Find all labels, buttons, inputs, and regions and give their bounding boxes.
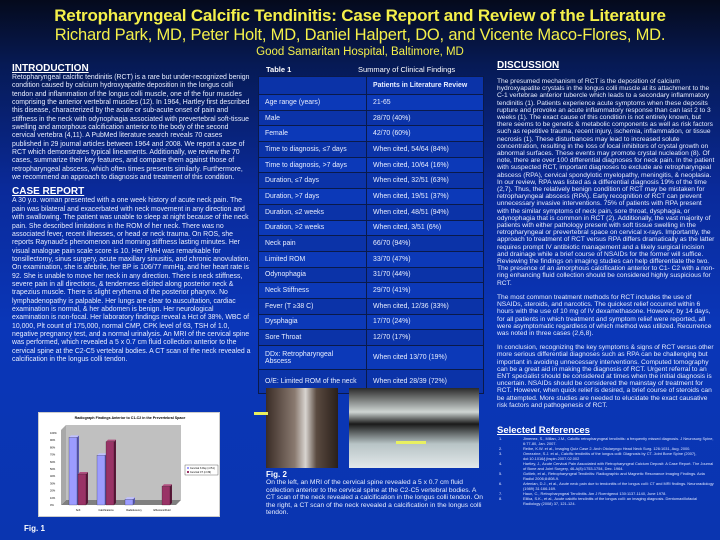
reference-text: Jimenez, S., Millan, J.M., Calcific retropharyngeal tendinitis: a frequently missed diagnosis. J Neurosurg Spine, 6:77-80, Jan. 2007. [523,435,714,446]
reference-item [497,451,715,461]
table-row [259,110,484,126]
finding-cell: Limited ROM [259,251,367,267]
reference-number: 3. [499,450,503,456]
discussion-paragraph-1: The presumed mechanism of RCT is the deposition of calcium hydroxyapatite crystals in the longus colli muscle at its attachment to the C-1 vertebrae anterior tubercle which leads to a secondary inflammatory tendinitis (1). Patients experience acute symptoms when these deposits rupture and provoke an acute inflammatory response than can last 2 to 3 weeks (1). The exact cause of this condition is not entirely known, but there seems to be genetic & metabolic components as well as risk factors such as repetitive trauma, recent injury, ischemia, inflammation, or tissue necrosis (1). These disturbances may lead to increased solute concentration, resulting in the loss of local inhibitors of crystal growth on abnormal surfaces. These events may promote crystal nucleation (8). Of note, there are over 100 differential diagnoses for neck pain. In the patient with suspected RCT, important diagnoses to exclude are retropharyngeal abscess (RPA), cervical spondylotic myelopathy, meningitis, & neoplasia. In our review, RPA was listed as a differential diagnosis 19% of the time (2,7). Thus, the relatively benign condition of RCT may be mistaken for retropharyngeal abscess (RPA). Early recognition of RCT can prevent unnecessary invasive interventions. 75% of patients with RPA present with the similar symptoms of neck pain, sore throat, dysphagia, or odynophagia that is common in RCT (2). Additionally, the vast majority of patients with either pathology present with soft tissue swelling in the retropharyngeal or prevertebral space on cervical x-rays. Importantly, the approach to treatment of RCT versus RPA differs dramatically as the latter requires prompt IV antibiotic management and a likely surgical incision and drainage while a brief course of NSAIDs for the former will suffice. Reviewing the findings on imaging studies can help differentiate the two. The presence of an amorphous calcification anterior to C1- C2 with a non-ring enhancing fluid collection should be considered highly suspicious for RCT. [497,78,715,287]
table-row [259,95,484,111]
case-report-heading: CASE REPORT [12,186,85,198]
arrow-icon [254,412,268,415]
table-label: Table 1 [266,64,292,74]
svg-text:Soft: Soft [75,509,81,512]
reference-item [497,481,715,491]
reference-item [497,461,715,471]
finding-cell: Duration, ≤7 days [259,173,367,189]
table-row [259,204,484,220]
reference-number: 1. [499,435,503,441]
reference-text: Hartley, J., Acute Cervical Pain Associated with Retropharyngeal Calcium Deposit: A Case Report. The Journal of Bone and Joint Surgery, 46-A(8):1753-1754, Dec. 1964. [523,460,714,471]
fig2-label: Fig. 2 [266,470,287,479]
reference-text: Reibe, K.W. et al., Imaging Quiz Case 2. Arch Otolaryngo Head Neck Surg. 126:1031, Aug. 2000. [523,445,691,451]
reference-number: 8. [499,495,503,501]
table-row [259,330,484,346]
value-cell: 66/70 (94%) [367,236,484,252]
table-title: Summary of Clinical Findings [358,64,456,74]
references-section [497,425,715,506]
svg-text:70%: 70% [50,453,56,457]
finding-cell: Fever (T ≥38 C) [259,298,367,314]
value-cell: 29/70 (41%) [367,283,484,299]
finding-cell: Duration, >7 days [259,189,367,205]
svg-text:40%: 40% [50,475,56,479]
radiograph-findings-chart [38,412,220,517]
table-header-cell [259,77,367,95]
value-cell: When cited 28/39 (72%) [367,370,484,394]
introduction-heading: INTRODUCTION [12,63,89,74]
table-row [259,126,484,142]
table-row [259,142,484,158]
fig2-caption-block [266,470,486,517]
svg-text:0%: 0% [50,504,54,507]
svg-text:90%: 90% [50,439,56,443]
clinical-findings-table [258,76,484,394]
table-row [259,251,484,267]
poster-authors: Richard Park, MD, Peter Holt, MD, Daniel Halpert, DO, and Vicente Maco-Flores, MD. [54,26,666,44]
table-row [259,283,484,299]
table-header-row [259,77,484,95]
reference-number: 2. [499,445,503,451]
value-cell: When cited, 19/51 (37%) [367,189,484,205]
svg-text:Radiolucency: Radiolucency [126,509,142,512]
table-row [259,236,484,252]
svg-text:Effusions/Fluid: Effusions/Fluid [153,509,171,512]
svg-text:10%: 10% [50,496,56,500]
svg-text:20%: 20% [50,489,56,493]
svg-text:50%: 50% [50,468,56,471]
finding-cell: Female [259,126,367,142]
ct-image [349,388,479,468]
svg-text:Cervical CT (n=39): Cervical CT (n=39) [190,471,212,474]
svg-text:60%: 60% [50,460,56,464]
value-cell: 12/70 (17%) [367,330,484,346]
finding-cell: Duration, >2 weeks [259,220,367,236]
reference-item [497,436,715,446]
fig2-caption: On the left, an MRI of the cervical spine revealed a 5 x 0.7 cm fluid collection anterior to the cervical spine at the C2-C5 vertebral bodies. A CT scan of the neck revealed a calcification in the longus colli tendon. On the right, a CT scan of the neck revealed a calcification in the longus colli tendon. [266,479,483,517]
value-cell: 28/70 (40%) [367,110,484,126]
svg-text:100%: 100% [50,432,57,435]
right-column [497,60,715,506]
svg-text:Calcifications: Calcifications [98,509,114,512]
references-heading: Selected References [497,424,590,436]
finding-cell: Sore Throat [259,330,367,346]
table-row [259,346,484,370]
reference-number: 4. [499,460,503,466]
reference-number: 7. [499,490,503,496]
poster-institution: Good Samaritan Hospital, Baltimore, MD [256,46,464,58]
reference-text: Omezzine, S.J. et al., Calcific tendinitis of the longus colli: Diagnosis by CT. Joint Bone Spine (2007), doi:10.1016/j.jbspin.2007.02.002 [523,450,697,461]
bar-chart-svg [39,413,221,518]
finding-cell: O/E: Limited ROM of the neck [259,370,367,394]
discussion-heading: DISCUSSION [497,60,560,71]
finding-cell: Time to diagnosis, ≤7 days [259,142,367,158]
finding-cell: Duration, ≤2 weeks [259,204,367,220]
arrow-icon [396,441,426,444]
reference-item [497,496,715,506]
table-row [259,220,484,236]
reference-text: Haun, C., Retropharyngeal Tendinitis. Am J Roentgenol 130:1137-1140, June 1978. [523,490,667,496]
reference-text: Artenian, D.J., et al., Acute neck pain due to tendonitis of the longus colli: CT and MRI findings. Neuroradiology (1989) 31:166-169. [523,480,714,491]
table-row [259,189,484,205]
reference-text: Eliika, S.K., et al., Acute calcific tendinitis of the longus colli: an imaging diagnosis. Dentomaxillofacial Radiology (2008) 37, 121-124. [523,495,698,506]
table-row [259,173,484,189]
value-cell: When cited, 10/64 (16%) [367,157,484,173]
value-cell: 17/70 (24%) [367,314,484,330]
chart-title: Radiograph Findings Anterior to C1-C2 in the Prevertebral Space [74,416,186,420]
value-cell: When cited, 32/51 (63%) [367,173,484,189]
table-row [259,267,484,283]
finding-cell: DDx: Retropharyngeal Abscess [259,346,367,370]
value-cell: When cited 13/70 (19%) [367,346,484,370]
table-row [259,314,484,330]
finding-cell: Neck Stiffness [259,283,367,299]
value-cell: When cited, 12/36 (33%) [367,298,484,314]
finding-cell: Odynophagia [259,267,367,283]
mri-image [266,388,338,468]
reference-number: 5. [499,470,503,476]
table-header-cell: Patients in Literature Review [367,77,484,95]
value-cell: 31/70 (44%) [367,267,484,283]
finding-cell: Age range (years) [259,95,367,111]
value-cell: When cited, 54/64 (84%) [367,142,484,158]
middle-column [258,62,484,394]
svg-text:30%: 30% [50,482,56,486]
svg-text:Cervical X-Ray (n=51): Cervical X-Ray (n=51) [190,467,215,470]
finding-cell: Time to diagnosis, >7 days [259,157,367,173]
table-row [259,157,484,173]
finding-cell: Neck pain [259,236,367,252]
value-cell: 33/70 (47%) [367,251,484,267]
discussion-paragraph-2: The most common treatment methods for RCT includes the use of NSAIDs, steroids, and narcotics. The quickest relief occurred within 6 hours with the use of 10 mg of IV dexamethasone. However, by 14 days, for all patients in which treatment and symptom relief were reported, all were asymptomatic regardless of which method was utilized. Recurrence was noted in three cases (2,6,8). [497,293,712,337]
value-cell: 42/70 (60%) [367,126,484,142]
value-cell: When cited, 3/51 (6%) [367,220,484,236]
table-row [259,298,484,314]
case-report-text: A 30 y.o. woman presented with a one week history of acute neck pain. The pain was bilateral and exacerbated with neck movement in any direction and with swallowing. The patient was unable to sleep at night because of the neck pain. She described limitations in the ROM of her neck. There was no associated fever, recent illnesses, or head or neck trauma. On ROS, she reports Raynaud's phenomenon and morning stiffness lasting minutes. Her visual analogue pain scale score is 10. Her PMH was remarkable for tonsillectomy, sinus surgery, acute maxillary sinusitis, and chronic anovulation. On examination, she is afebrile, her BP is 106/77 mmHg, and her heart rate is 92. She is unable to move her neck in any direction. There is neck stiffness, severe pain in all directions, & tenderness elicited along posterior neck & trapezius muscle. There is slight erythema of the posterior pharynx. No lymphadenopathy is palpable. Her lungs are clear to auscultation, cardiac examination is normal, & her abdomen is benign. Her neurological examination is non-focal. Her laboratory findings reveal a Hct of 38%, WBC of 10,000, Plt count of 175,000, normal CMP, CPK level of 63, TSH of 1.0, negative pregnancy test, and a normal urinalysis. An MRI of the cervical spine was performed, which revealed a 5 x 0.7 cm fluid collection anterior to the cervical spine at the C2-C5 vertebral bodies. A CT scan of the neck revealed a calcification in the longus colli tendon. [12,197,251,363]
left-column [12,63,252,364]
table-caption [258,62,484,76]
poster-title: Retropharyngeal Calcific Tendinitis: Case Report and Review of the Literature [54,6,666,25]
fig2-images [266,388,481,468]
reference-text: Gotlieb, et al., Retropharyngeal Tendinitis: Radiographic and Magnetic Resonance Imaging Findings. Acta Radiol 2006;8:808-9. [523,470,705,481]
svg-text:80%: 80% [50,446,56,450]
finding-cell: Male [259,110,367,126]
value-cell: 21-65 [367,95,484,111]
introduction-text: Retopharyngeal calcific tendinitis (RCT) is a rare but under-recognized benign condition caused by calcium hydroxyapatite deposition in the longus colli tendon and inflammation of the longus colli muscle, one of the four muscles comprising the anterior vertebral muscles (12). In 1964, Hartley first described this disease, characterized by the acute or sub-acute onset of pain and stiffness in the neck with odynophagia associated with prevertebral soft-tissue swelling and amorphous calcification anterior to the body of the second cervical vertebra (4,11). A PubMed literature search reveals 70 cases published in 29 journal articles between 1964 and 2008. We report a case of RCT which demonstrates typical lineaments. Additionally, we review the 70 cases, summarize their key features, and compare them against those of retropharyngeal abscess, which often times presents similarly. Furthermore, we recommend an approach to diagnosis and treatment of this condition. [12,74,250,182]
fig1-label: Fig. 1 [24,524,45,533]
discussion-paragraph-3: In conclusion, recognizing the key symptoms & signs of RCT versus other more serious differential diagnoses such as RPA can be challenging but important in avoiding unnecessary interventions. Computed tomography can be a great aid in making the diagnosis of RCT. Urgent referral to an ENT specialist should be considered at times when the initial diagnosis is uncertain. NSAIDs should be considered the mainstay of treatment for RCT. However, when quick relief is desired, a brief course of steroids can be attempted. More studies are needed to elucidate the exact causative risk factors and pathogenesis of RCT. [497,344,714,409]
reference-item [497,471,715,481]
finding-cell: Dysphagia [259,314,367,330]
value-cell: When cited, 48/51 (94%) [367,204,484,220]
reference-number: 6. [499,480,503,486]
